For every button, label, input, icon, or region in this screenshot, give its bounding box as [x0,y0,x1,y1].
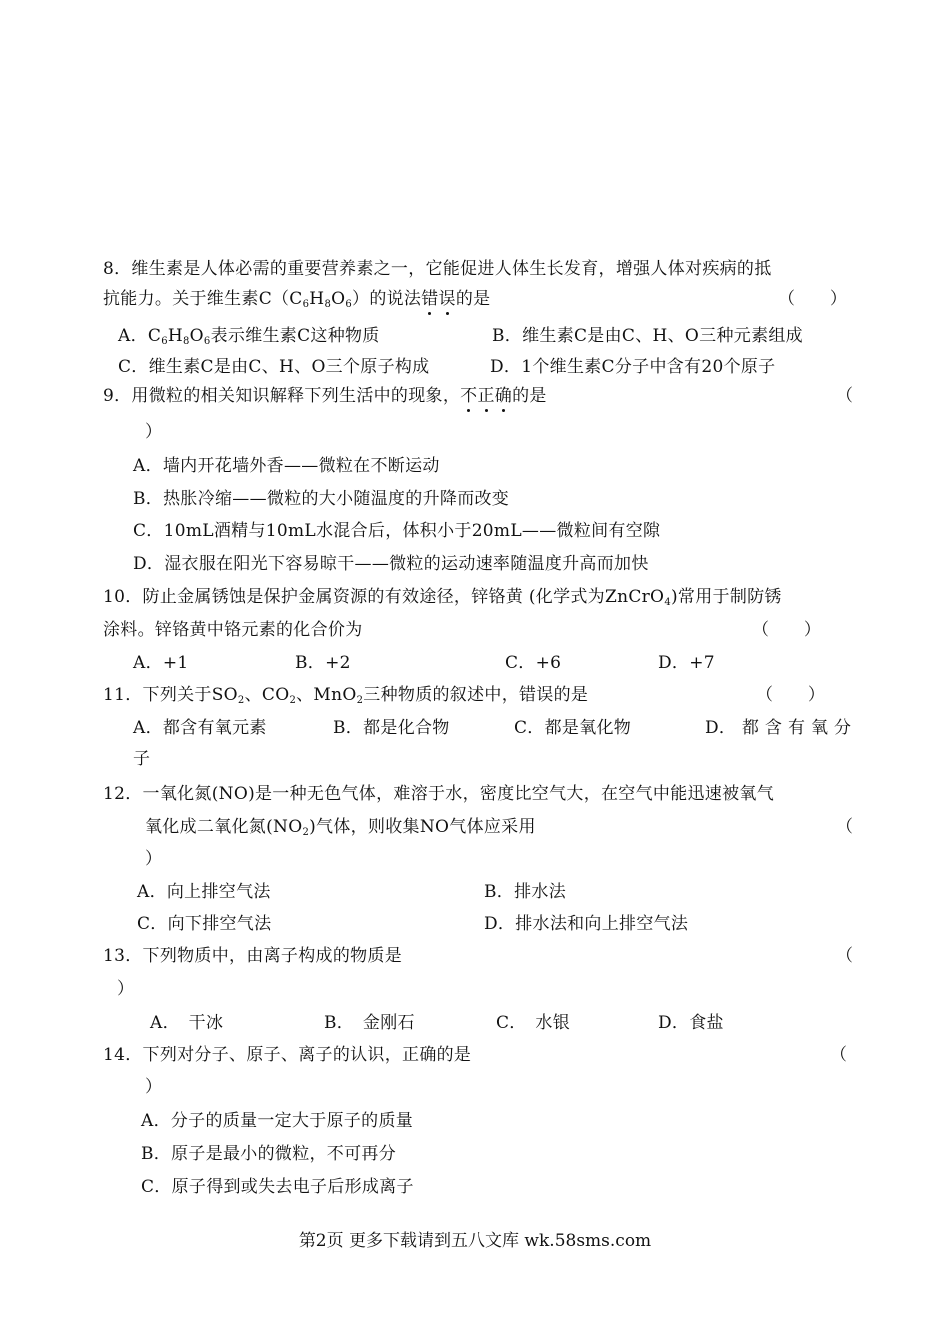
q12-option-d: D．排水法和向上排空气法 [484,914,689,934]
q8-stem-line1: 8．维生素是人体必需的重要营养素之一，它能促进人体生长发育，增强人体对疾病的抵 [103,259,772,279]
q11-answer-bracket: （ ） [756,685,826,705]
q11-option-b: B．都是化合物 [333,718,450,738]
q13-bracket-close: ） [117,979,135,999]
q13-option-b: B． 金刚石 [324,1013,415,1033]
emphasis-char: 误 [438,289,456,309]
q8-option-d: D．1个维生素C分子中含有20个原子 [490,357,776,377]
q14-bracket-open: （ [830,1045,848,1065]
q13-option-c: C． 水银 [496,1013,571,1033]
emphasis-char: 确 [494,386,513,406]
q12-stem-line2: 氧化成二氧化氮$(NO_2)$气体，则收集NO气体应采用 [145,817,536,838]
page-footer: 第2页 更多下载请到五八文库 wk.58sms.com [298,1231,652,1251]
q13-stem: 13．下列物质中，由离子构成的物质是 [103,946,403,966]
q8-option-b: B．维生素C是由C、H、O三种元素组成 [492,326,803,346]
q9-option-a: A．墙内开花墙外香——微粒在不断运动 [133,456,440,476]
q9-bracket-close: ） [145,422,163,442]
emphasis-char: 正 [477,386,495,406]
q9-option-b: B．热胀冷缩——微粒的大小随温度的升降而改变 [133,489,510,509]
q10-option-c: C．+6 [505,653,562,673]
emphasis-char: 错 [421,289,439,309]
q10-answer-bracket: （ ） [752,620,822,640]
q11-option-d-wrap: 子 [133,749,151,769]
q11-stem: 11．下列关于$SO_2$、$CO_2$、MnO$_2$三种物质的叙述中，错误的是 [103,685,589,706]
q11-option-c: C．都是氧化物 [514,718,632,738]
q14-option-a: A．分子的质量一定大于原子的质量 [141,1111,414,1131]
q11-option-d: D． 都 含 有 氧 分 [705,718,852,738]
q9-option-d: D．湿衣服在阳光下容易晾干——微粒的运动速率随温度升高而加快 [133,554,649,574]
q12-stem-line1: 12．一氧化氮(NO)是一种无色气体，难溶于水，密度比空气大，在空气中能迅速被氧气 [103,784,775,804]
q8-option-c: C．维生素C是由C、H、O三个原子构成 [118,357,430,377]
q13-bracket-open: （ [836,946,854,966]
q10-option-d: D．+7 [658,653,715,673]
q14-bracket-close: ） [145,1077,163,1097]
q8-answer-bracket: （ ） [778,289,848,309]
q12-bracket-close: ） [145,849,163,869]
q12-bracket-open: （ [836,817,854,837]
q10-option-a: A．+1 [133,653,189,673]
q10-option-b: B．+2 [295,653,351,673]
q8-stem-line2: 抗能力。关于维生素$C(C_6H_8O_6)$的说法错误的是 [103,289,491,310]
q10-stem-line1: 10．防止金属锈蚀是保护金属资源的有效途径，锌铬黄 (化学式为ZnCrO$_4$)常用于制防锈 [103,587,782,608]
q14-option-b: B．原子是最小的微粒，不可再分 [141,1144,396,1164]
q12-option-c: C．向下排空气法 [137,914,272,934]
q14-stem: 14．下列对分子、原子、离子的认识，正确的是 [103,1045,472,1065]
q8-option-a: A．$C_6H_8O_6$表示维生素C这种物质 [118,326,380,347]
emphasis-char: 不 [460,386,478,406]
q9-bracket-open: （ [836,386,854,406]
q12-option-a: A．向上排空气法 [137,882,271,902]
q14-option-c: C．原子得到或失去电子后形成离子 [141,1177,414,1197]
q9-stem: 9．用微粒的相关知识解释下列生活中的现象，不正确的是 [103,386,547,406]
q10-stem-line2: 涂料。锌铬黄中铬元素的化合价为 [103,620,363,640]
q13-option-a: A． 干冰 [150,1013,224,1033]
q11-option-a: A．都含有氧元素 [133,718,267,738]
q9-option-c: C．10mL酒精与10mL水混合后，体积小于20mL——微粒间有空隙 [133,521,661,541]
q12-option-b: B．排水法 [484,882,566,902]
q13-option-d: D．食盐 [658,1013,724,1033]
